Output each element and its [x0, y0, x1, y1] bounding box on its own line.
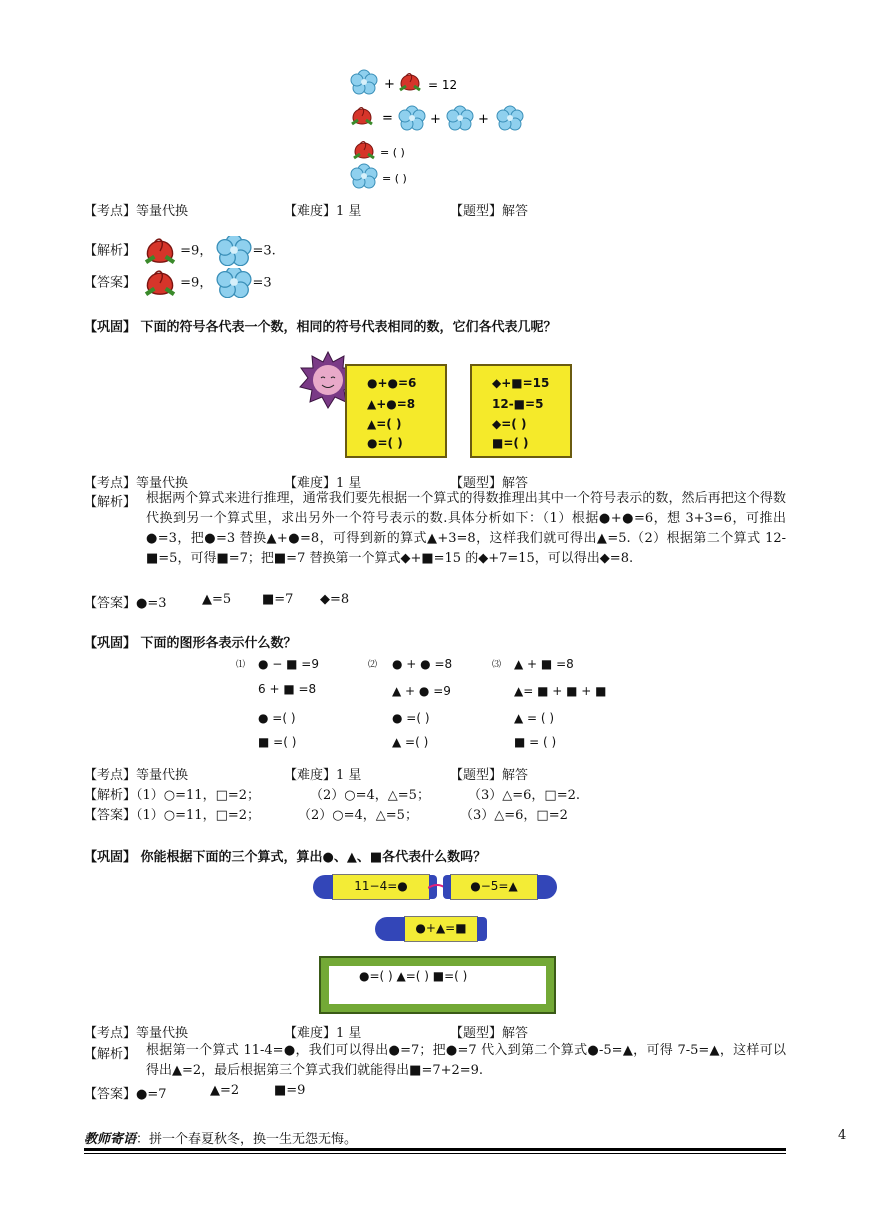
footer-rule-thin [84, 1153, 786, 1154]
crayon-equation-3: ●+▲=■ [404, 916, 478, 942]
rose-icon [354, 142, 374, 158]
s4-title: 【巩固】 你能根据下面的三个算式，算出●、▲、■各代表什么数吗？ [84, 850, 487, 865]
top-puzzle-figure [340, 68, 540, 192]
equation-card-1: ●+●=6 ▲+●=8 ▲=( ) ●=( ) [345, 364, 447, 458]
crayon-equation-1: 11−4=● [332, 874, 430, 900]
svg-text:+: + [384, 77, 395, 92]
svg-text:= ( ): = ( ) [382, 172, 407, 185]
crayon-equation-2: ●−5=▲ [450, 874, 538, 900]
s4-meta: 【考点】等量代换 【难度】1 星 【题型】解答 [84, 1026, 529, 1041]
s1-daan: 【答案】 =9， =3 [84, 268, 272, 298]
s2-meta: 【考点】等量代换 【难度】1 星 【题型】解答 [84, 476, 529, 491]
s1-jiexi: 【解析】 =9， =3. [84, 236, 276, 266]
footer-message: 教师寄语：拼一个春夏秋冬，换一生无怨无悔。 [84, 1132, 358, 1147]
footer-rule [84, 1148, 786, 1151]
s4-daan: 【答案】●=7 ▲=2 ■=9 [84, 1083, 306, 1102]
svg-text:= ( ): = ( ) [380, 146, 405, 159]
equation-card-2: ◆+■=15 12-■=5 ◆=( ) ■=( ) [470, 364, 572, 458]
s4-jiexi-text: 根据第一个算式 11-4=●，我们可以得出●=7；把●=7 代入到第二个算式●-5=▲，可得 7-5=▲，这样可以得出▲=2，最后根据第三个算式我们就能得出■=7+2=9. [146, 1043, 786, 1078]
s3-daan: 【答案】（1）○=11，□=2； （2）○=4，△=5； （3）△=6，□=2 [84, 808, 568, 823]
answer-frame: ●=( ) ▲=( ) ■=( ) [319, 956, 556, 1014]
rose-icon [140, 268, 180, 298]
s2-jiexi-text: 根据两个算式来进行推理，通常我们要先根据一个算式的得数推理出其中一个符号表示的数，然后再把这个得数代换到另一个算式里，求出另外一个符号表示的数.具体分析如下：（1）根据●+●=6，想 3+3=6，可推出●=3，把●=3 替换▲+●=8，可得到新的算式▲+3=8，这样我们就可得出▲=5.（2）根据第二个算式 12-■=5，可得■=7；把■=7 替换第一个算式◆+■=15 的◆+7=15，可以得出◆=8. [146, 491, 786, 566]
s2-jiexi-label: 【解析】 [84, 495, 137, 510]
s4-jiexi-label: 【解析】 [84, 1047, 137, 1062]
flower-icon [447, 106, 473, 130]
svg-text:+: + [478, 112, 489, 127]
s1-meta: 【考点】等量代换 【难度】1 星 【题型】解答 [84, 204, 529, 219]
rose-icon [140, 236, 180, 266]
s3-title: 【巩固】 下面的图形各表示什么数？ [84, 636, 297, 651]
rose-icon [400, 74, 420, 90]
s3-meta: 【考点】等量代换 【难度】1 星 【题型】解答 [84, 768, 529, 783]
flower-icon [216, 236, 252, 266]
page-number: 4 [838, 1128, 847, 1143]
s2-title: 【巩固】 下面的符号各代表一个数，相同的符号代表相同的数，它们各代表几呢？ [84, 320, 557, 335]
flower-icon [216, 268, 252, 298]
rose-icon [352, 108, 372, 124]
svg-text:=: = [382, 111, 393, 126]
flower-icon [399, 106, 425, 130]
flower-icon [351, 70, 377, 94]
flower-icon [351, 164, 377, 188]
s2-daan: 【答案】●=3 ▲=5 ■=7 ◆=8 [84, 592, 350, 611]
svg-text:+: + [430, 112, 441, 127]
s3-jiexi: 【解析】（1）○=11，□=2； （2）○=4，△=5； （3）△=6，□=2. [84, 788, 581, 803]
flower-icon [497, 106, 523, 130]
svg-text:= 12: = 12 [428, 78, 458, 92]
